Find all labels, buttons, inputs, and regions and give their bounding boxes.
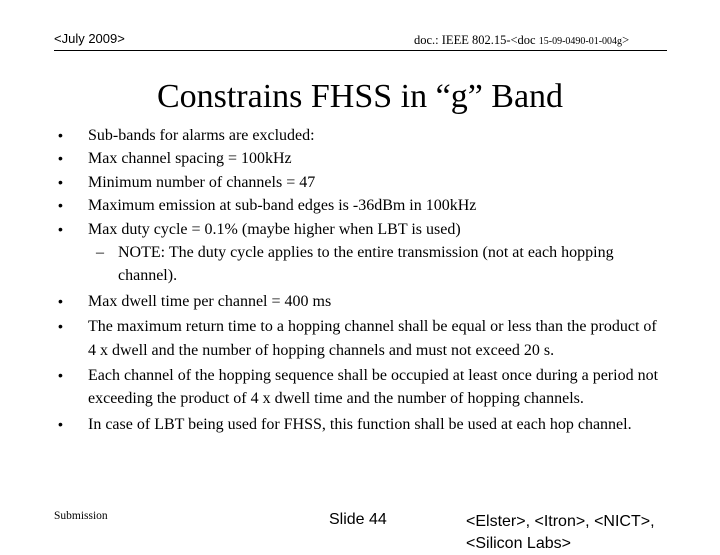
dash-icon: –: [96, 244, 104, 262]
bullet-dot-icon: •: [58, 415, 63, 432]
footer-slide-number: Slide 44: [329, 511, 387, 528]
bullet-text: Max channel spacing = 100kHz: [88, 150, 292, 168]
bullet-text: Minimum number of channels = 47: [88, 173, 316, 191]
bullet-item: [54, 364, 664, 411]
bullet-text: Each channel of the hopping sequence shall be occupied at least once during a period not exceeding the product of 4 x dwell time and the number of hopping channels.: [88, 367, 659, 408]
header-doc-prefix: doc.: IEEE 802.15-<doc: [414, 33, 539, 47]
footer-submission: Submission: [54, 510, 108, 522]
header-doc-id: [414, 33, 629, 48]
bullet-text: Max duty cycle = 0.1% (maybe higher when LBT is used): [88, 220, 461, 238]
bullet-dot-icon: •: [58, 173, 63, 190]
bullet-text: The maximum return time to a hopping channel shall be equal or less than the product of 4 x dwell and the number of hopping channels and must not exceed 20 s.: [88, 318, 657, 359]
bullet-text: In case of LBT being used for FHSS, this function shall be used at each hop channel.: [88, 415, 632, 433]
slide-title: Constrains FHSS in “g” Band: [156, 78, 564, 115]
footer-authors-line-2: <Silicon Labs>: [466, 535, 571, 552]
bullet-dot-icon: •: [58, 292, 63, 309]
bullet-item: [54, 194, 664, 217]
bullet-item: [54, 218, 664, 241]
bullet-item: [54, 315, 664, 362]
bullet-text: Sub-bands for alarms are excluded:: [88, 127, 315, 144]
bullet-dot-icon: •: [58, 367, 63, 384]
bullet-item: [54, 290, 664, 313]
bullet-dot-icon: •: [58, 197, 63, 214]
bullet-text: Maximum emission at sub-band edges is -36dBm in 100kHz: [88, 197, 477, 215]
sub-bullet-text: NOTE: The duty cycle applies to the entire transmission (not at each hopping channel).: [118, 244, 614, 285]
bullet-text: Max dwell time per channel = 400 ms: [88, 292, 332, 310]
header-doc-number: 15-09-0490-01-004g: [538, 36, 623, 47]
bullet-item: [54, 147, 664, 170]
bullet-item: [54, 171, 664, 194]
bullet-dot-icon: •: [58, 220, 63, 237]
bullet-item: [54, 124, 664, 147]
sub-bullet-item: [54, 241, 664, 288]
header-rule: [54, 50, 667, 51]
bullet-item: [54, 413, 664, 436]
bullet-list: [54, 124, 664, 436]
header-date: <July 2009>: [54, 31, 125, 46]
bullet-dot-icon: •: [58, 318, 63, 335]
footer-authors-line-1: <Elster>, <Itron>, <NICT>,: [466, 513, 655, 530]
bullet-dot-icon: •: [58, 127, 63, 143]
header-doc-suffix: >: [622, 33, 630, 47]
bullet-dot-icon: •: [58, 150, 63, 167]
footer-authors: [466, 511, 655, 555]
